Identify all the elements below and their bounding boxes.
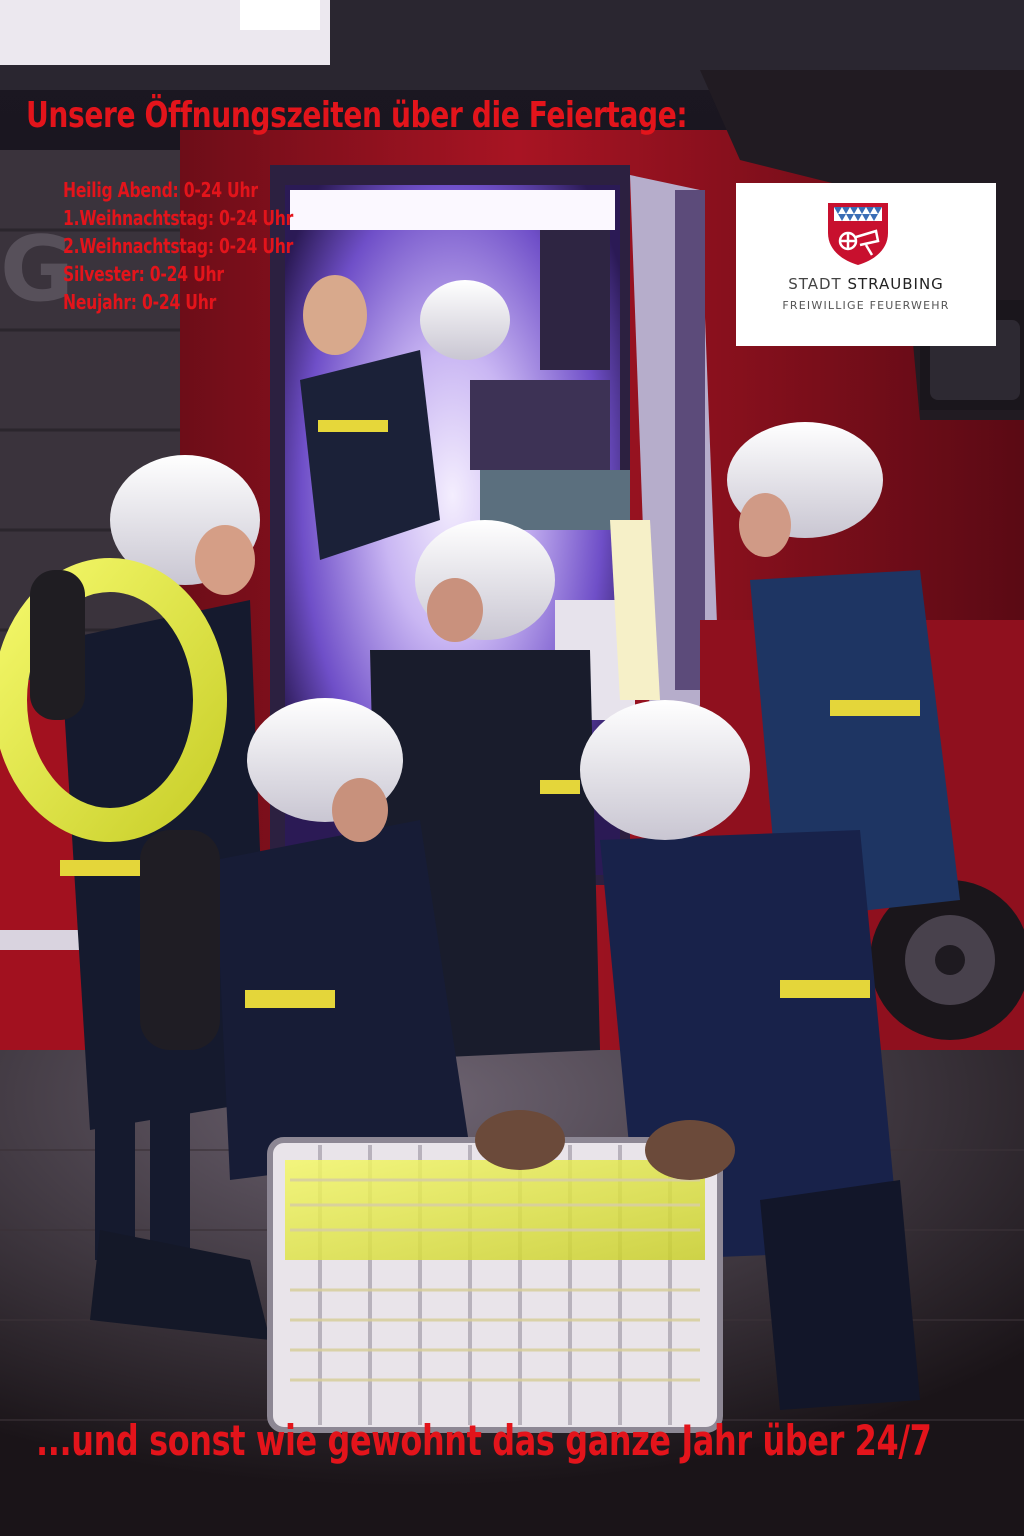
stadt-straubing-logo (736, 183, 996, 346)
hours-item-2-weihnachtstag: 2.Weihnachtstag: 0-24 Uhr (63, 234, 294, 258)
footer-text: ...und sonst wie gewohnt das ganze Jahr über 24/7 (36, 1416, 932, 1465)
hours-item-1-weihnachtstag: 1.Weihnachtstag: 0-24 Uhr (63, 206, 294, 230)
logo-city-title: STRAUBING (847, 275, 944, 293)
headline: Unsere Öffnungszeiten über die Feiertage: (26, 95, 688, 136)
svg-text:G: G (0, 217, 74, 322)
hours-item-neujahr: Neujahr: 0-24 Uhr (63, 290, 217, 314)
logo-subtitle: FREIWILLIGE FEUERWEHR (782, 299, 950, 312)
coat-of-arms-icon (826, 201, 890, 267)
opening-hours-list (63, 176, 358, 316)
hours-item-silvester: Silvester: 0-24 Uhr (63, 262, 224, 286)
hours-item-heilig-abend: Heilig Abend: 0-24 Uhr (63, 178, 258, 202)
logo-city-name (736, 275, 996, 293)
logo-city-prefix: STADT (788, 275, 842, 293)
